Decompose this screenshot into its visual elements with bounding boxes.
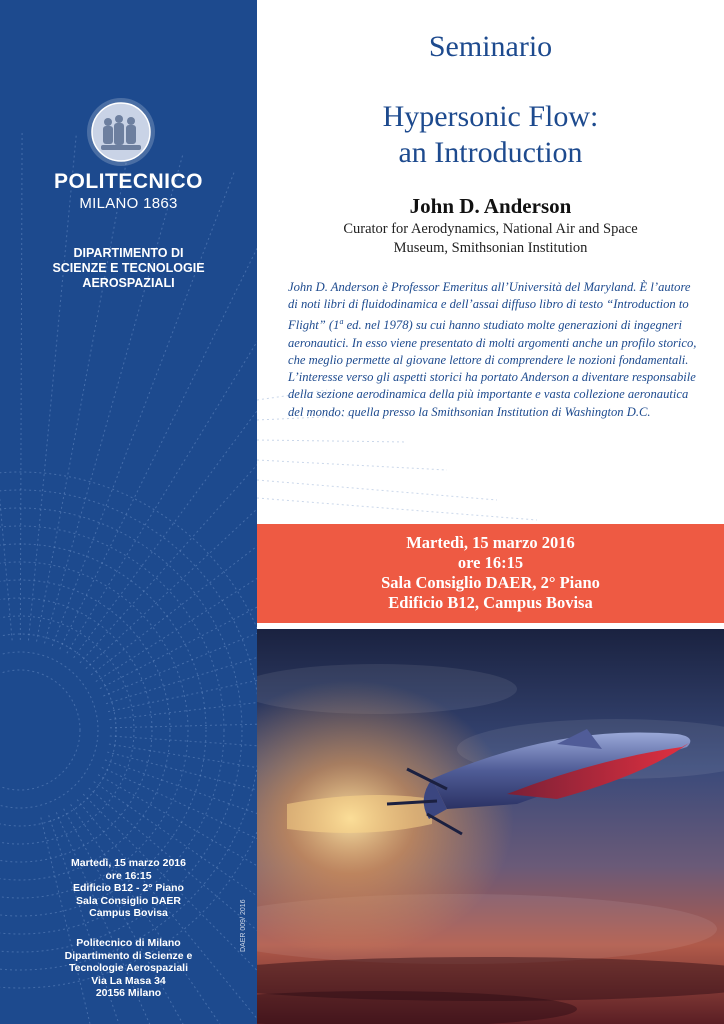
sidebar-event-line: Edificio B12 - 2° Piano bbox=[73, 882, 184, 894]
event-type: Seminario bbox=[428, 30, 553, 63]
event-room: Sala Consiglio DAER, 2° Piano bbox=[381, 573, 600, 592]
department-line: AEROSPAZIALI bbox=[82, 276, 175, 290]
sidebar-address-line: 20156 Milano bbox=[95, 987, 162, 999]
department-name bbox=[0, 246, 257, 291]
sidebar-event-line: Sala Consiglio DAER bbox=[75, 894, 181, 907]
sidebar-address-line: Politecnico di Milano bbox=[76, 937, 181, 949]
brand-subtitle: MILANO 1863 bbox=[79, 195, 178, 212]
sidebar-event-line: ore 16:15 bbox=[105, 869, 152, 882]
speaker-affiliation bbox=[257, 220, 724, 258]
left-panel bbox=[0, 0, 257, 1024]
department-line: DIPARTIMENTO DI bbox=[73, 246, 184, 260]
title-line-2: an Introduction bbox=[398, 136, 583, 169]
affiliation-line: Curator for Aerodynamics, National Air and Space bbox=[343, 221, 638, 237]
speaker-bio bbox=[288, 279, 698, 421]
document-code: DAER 009/ 2016 bbox=[240, 899, 247, 952]
sidebar-event-line: Martedì, 15 marzo 2016 bbox=[71, 857, 186, 869]
university-seal-icon bbox=[86, 97, 156, 167]
sidebar-address bbox=[0, 937, 257, 1000]
event-details-band bbox=[257, 524, 724, 623]
title-line-1: Hypersonic Flow: bbox=[382, 100, 599, 133]
seminar-title bbox=[257, 99, 724, 171]
bio-superscript: a bbox=[339, 317, 344, 327]
affiliation-line: Museum, Smithsonian Institution bbox=[393, 240, 588, 256]
sidebar-address-line: Tecnologie Aerospaziali bbox=[68, 962, 189, 974]
event-date: Martedì, 15 marzo 2016 bbox=[406, 533, 575, 552]
sidebar-event-line: Campus Bovisa bbox=[89, 907, 168, 919]
brand-name: POLITECNICO bbox=[53, 170, 203, 193]
sidebar-address-line: Via La Masa 34 bbox=[91, 974, 166, 987]
sidebar-event-info bbox=[0, 857, 257, 920]
event-time: ore 16:15 bbox=[457, 553, 524, 572]
speaker-name: John D. Anderson bbox=[409, 194, 572, 218]
bio-text: ed. nel 1978) su cui hanno studiato molte generazioni di ingegneri aeronautici. In esso viene presentato di molti argomenti anche un profilo storico, che meglio permette al giovane lettore di comprendere le nozioni fondamentali. L’interesse verso gli aspetti storici ha portato Anderson a diventare responsabile della sezione aerodinamica della più importante e vasta collezione aeronautica del mondo: quella presso la Smithsonian Institution di Washington D.C. bbox=[288, 318, 697, 419]
hypersonic-aircraft-image bbox=[257, 629, 724, 1024]
bio-text: John D. Anderson è Professor Emeritus all’Università del Maryland. È l’autore di noti libri di fluidodinamica e dell’assai diffuso libro di testo “Introduction to Flight” (1 bbox=[288, 280, 691, 333]
event-building: Edificio B12, Campus Bovisa bbox=[388, 593, 593, 612]
sidebar-address-line: Dipartimento di Scienze e bbox=[64, 949, 193, 962]
department-line: SCIENZE E TECNOLOGIE bbox=[52, 261, 205, 275]
